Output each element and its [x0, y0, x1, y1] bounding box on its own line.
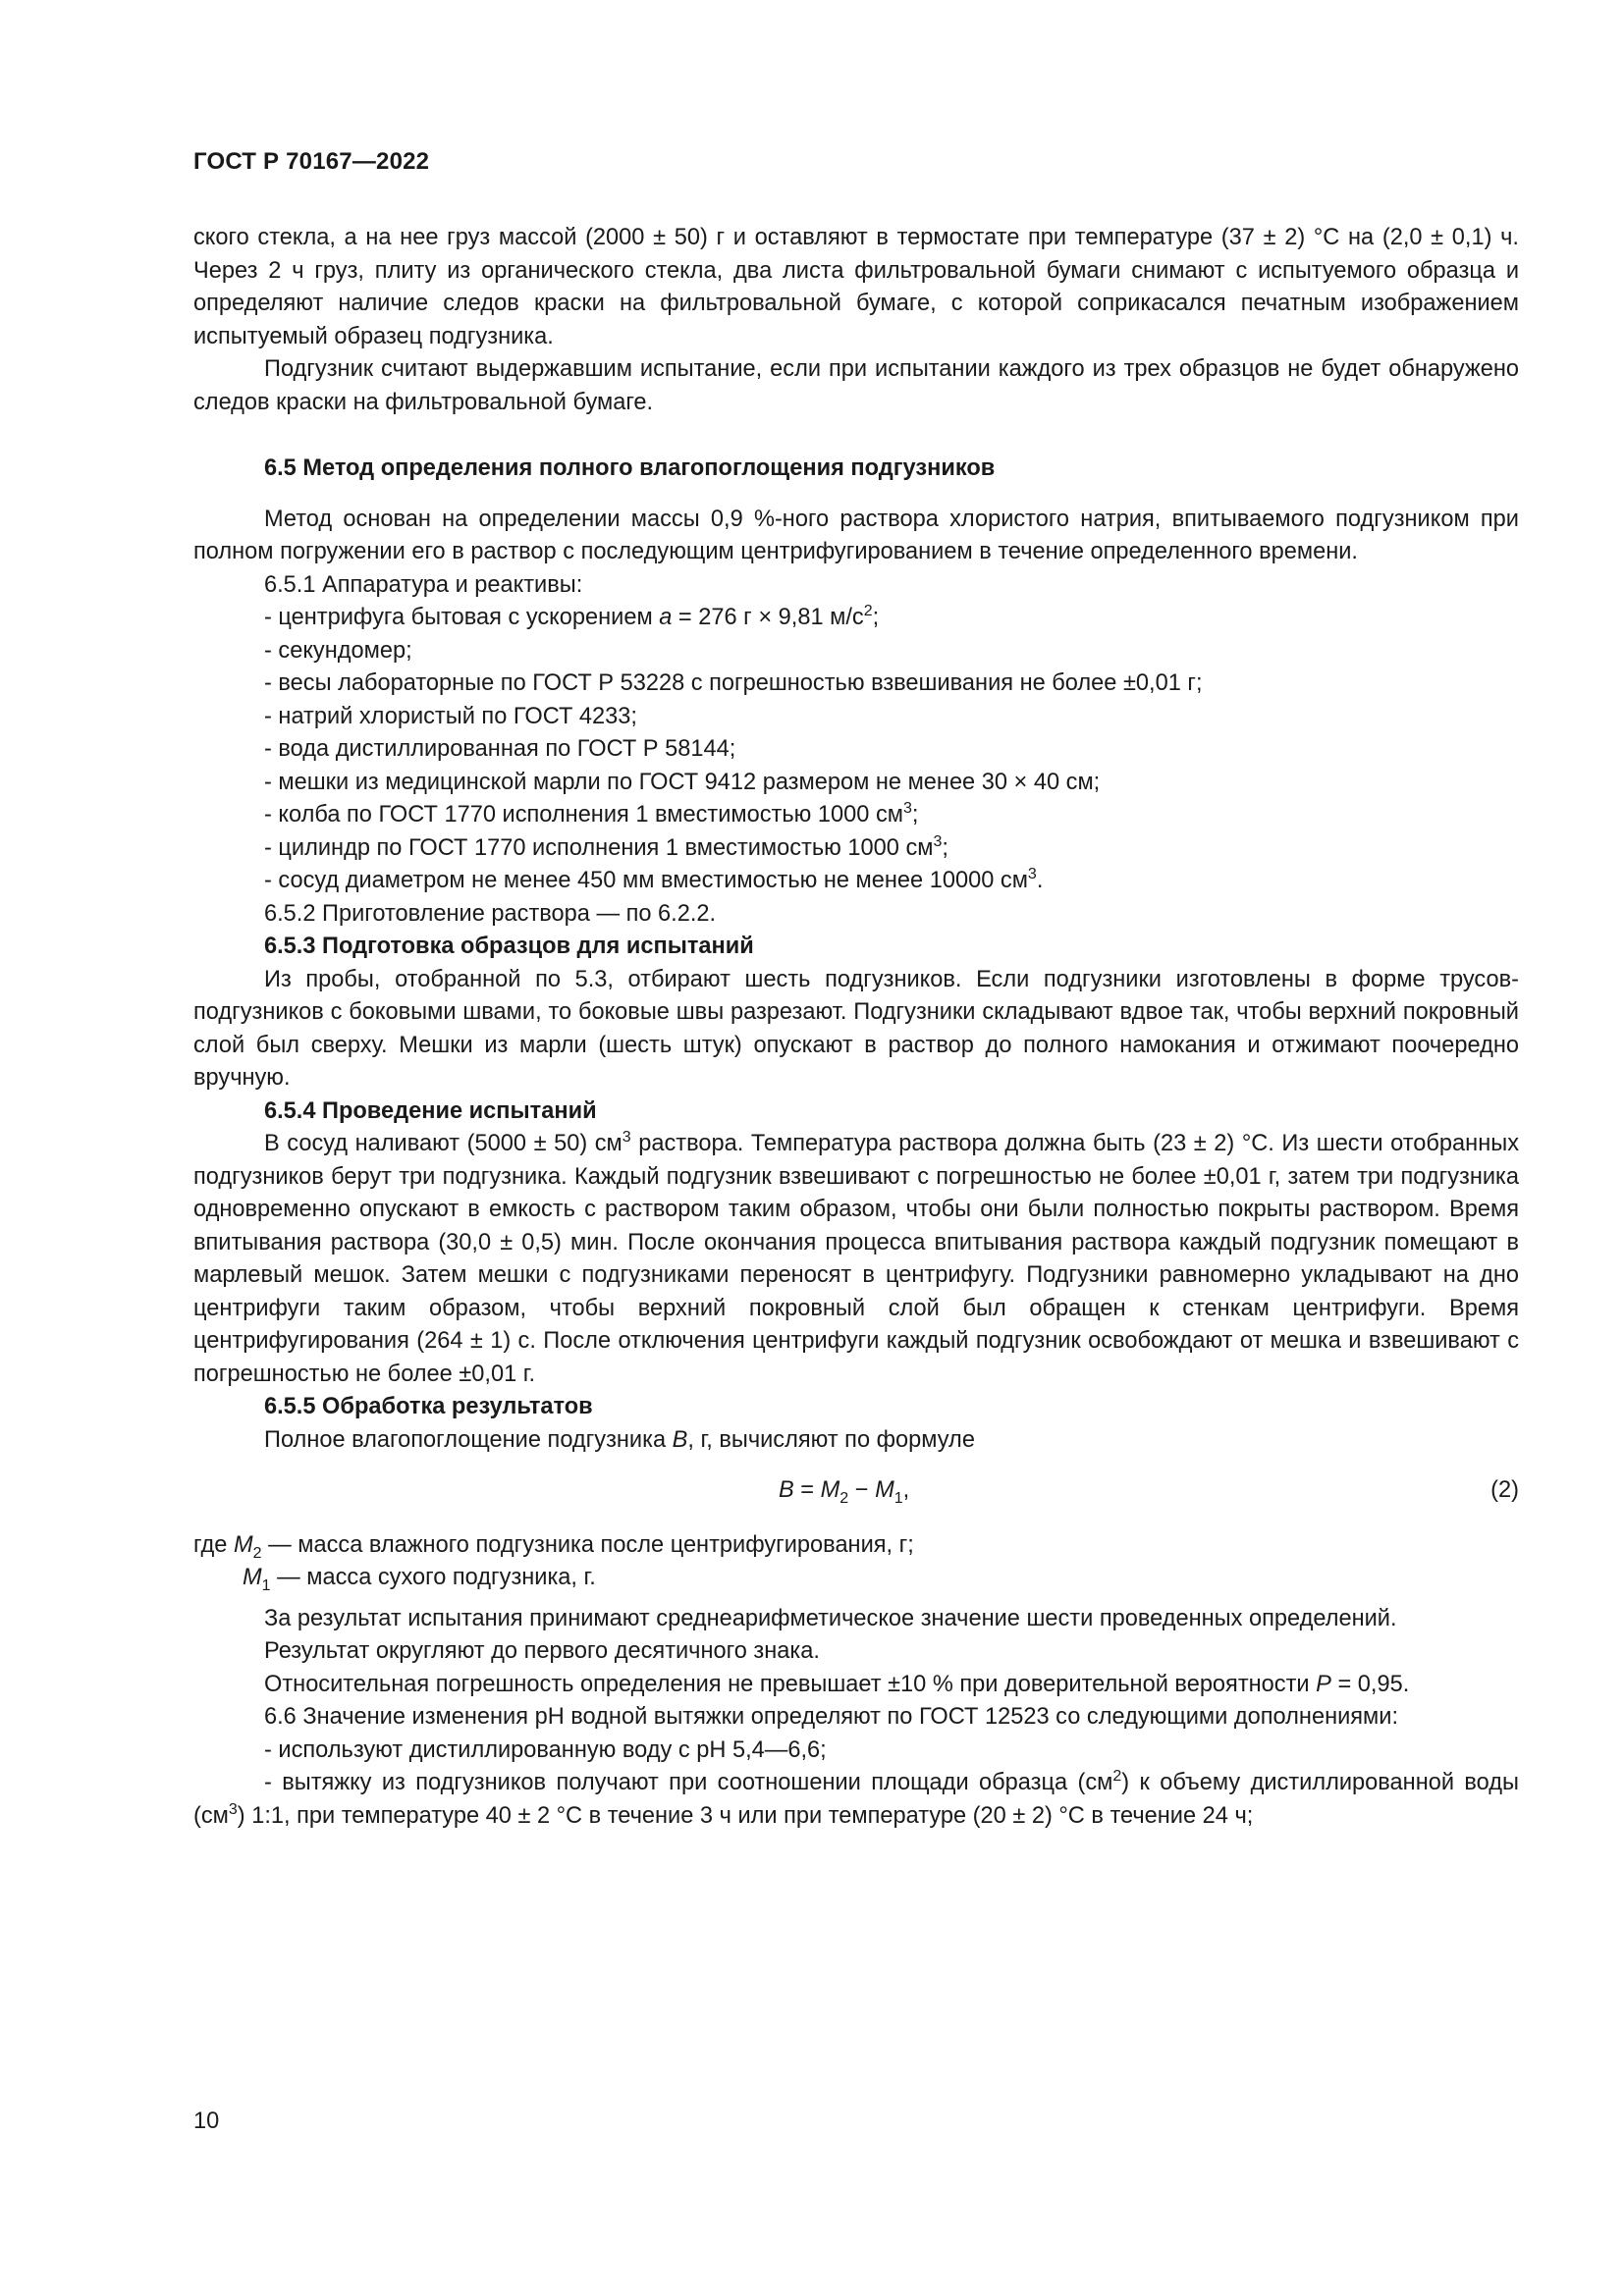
subsection-6-5-2: 6.5.2 Приготовление раствора — по 6.2.2. — [264, 900, 717, 927]
formula: $B = M_2 - M_1$, — [779, 1477, 910, 1507]
paragraph: Из пробы, отобранной по 5.3, отбирают шесть подгузников. Если подгузники изготовлены в форме трусов-подгузников с боковыми швами, то боковые швы разрезают. Подгузники складывают вдвое так, чтобы верхний покровный слой был сверху. Мешки из марли (шесть штук) опускают в раствор до полного намокания и отжимают поочередно вручную. — [193, 966, 1519, 1091]
formula-number: (2) — [1490, 1477, 1519, 1503]
subsection-6-5-1: 6.5.1 Аппаратура и реактивы: — [264, 571, 583, 598]
subsection-title-6-5-3: 6.5.3 Подготовка образцов для испытаний — [264, 934, 754, 959]
section-title-6-5: 6.5 Метод определения полного влагопоглощения подгузников — [264, 455, 996, 481]
page-number: 10 — [193, 2109, 220, 2134]
page-content — [193, 222, 1519, 1833]
paragraph: Относительная погрешность определения не превышает ±10 % при доверительной вероятности P = 0,95. — [264, 1671, 1410, 1697]
list-item: - колба по ГОСТ 1770 исполнения 1 вместимостью 1000 $см^3$; — [264, 800, 919, 828]
paragraph: За результат испытания принимают среднеарифметическое значение шести проведенных определений. — [264, 1605, 1397, 1631]
paragraph: Полное влагопоглощение подгузника B, г, вычисляют по формуле — [264, 1426, 975, 1453]
list-item: - сосуд диаметром не менее 450 мм вместимостью не менее 10000 $см^3$. — [264, 866, 1044, 893]
section-intro: Метод основан на определении массы 0,9 %-ного раствора хлористого натрия, впитываемого подгузником при полном погружении его в раствор с последующим центрифугированием в течение определенного времени. — [193, 506, 1519, 564]
list-item: - центрифуга бытовая с ускорением a = 276 г × 9,81 $м/с^2$; — [264, 603, 880, 630]
subsection-title-6-5-5: 6.5.5 Обработка результатов — [264, 1394, 593, 1419]
list-item: - натрий хлористый по ГОСТ 4233; — [264, 703, 637, 729]
formula-row — [193, 1474, 1519, 1508]
page-header: ГОСТ Р 70167—2022 — [193, 148, 430, 175]
section-6-6: 6.6 Значение изменения рН водной вытяжки определяют по ГОСТ 12523 со следующими дополнениями: — [264, 1704, 1399, 1730]
paragraph: Подгузник считают выдержавшим испытание, если при испытании каждого из трех образцов не будет обнаружено следов краски на фильтровальной бумаге. — [193, 356, 1519, 415]
paragraph: Результат округляют до первого десятичного знака. — [264, 1638, 820, 1664]
formula-legend-m1: $M_1$ — масса сухого подгузника, г. — [243, 1565, 596, 1594]
list-item: - вытяжку из подгузников получают при соотношении площади образца $(см^2)$ к объему дистиллированной воды $(см^3)$ 1:1, при температуре 40 ± 2 °С в течение 3 ч или при температуре (20 ± 2) °С в течение 24 ч; — [193, 1768, 1520, 1829]
formula-legend-m2: где $M_2$ — масса влажного подгузника после центрифугирования, г; — [193, 1531, 914, 1562]
list-item: - вода дистиллированная по ГОСТ Р 58144; — [264, 736, 736, 762]
list-item: - весы лабораторные по ГОСТ Р 53228 с погрешностью взвешивания не более ±0,01 г; — [264, 670, 1203, 696]
paragraph: В сосуд наливают (5000 ± 50) $см^3$ раствора. Температура раствора должна быть (23 ± 2) °С. Из шести отобранных подгузников берут три подгузника. Каждый подгузник взвешивают с погрешностью не более ±0,01 г, затем три подгузника одновременно опускают в емкость с раствором таким образом, чтобы они были полностью покрыты раствором. Время впитывания раствора (30,0 ± 0,5) мин. После окончания процесса впитывания раствора каждый подгузник помещают в марлевый мешок. Затем мешки с подгузниками переносят в центрифугу. Подгузники равномерно укладывают на дно центрифуги таким образом, чтобы верхний покровный слой был обращен к стенкам центрифуги. Время центрифугирования (264 ± 1) с. После отключения центрифуги каждый подгузник освобождают от мешка и взвешивают с погрешностью не более ±0,01 г. — [193, 1129, 1519, 1387]
paragraph: ского стекла, а на нее груз массой (2000 ± 50) г и оставляют в термостате при температуре (37 ± 2) °С на (2,0 ± 0,1) ч. Через 2 ч груз, плиту из органического стекла, два листа фильтровальной бумаги снимают с испытуемого образца и определяют наличие следов краски на фильтровальной бумаге, с которой соприкасался печатным изображением испытуемый образец подгузника. — [193, 225, 1519, 349]
list-item: - цилиндр по ГОСТ 1770 исполнения 1 вместимостью 1000 $см^3$; — [264, 832, 948, 861]
list-item: - используют дистиллированную воду с рН 5,4—6,6; — [264, 1736, 827, 1763]
list-item: - секундомер; — [264, 637, 412, 664]
list-item: - мешки из медицинской марли по ГОСТ 9412 размером не менее 30 × 40 см; — [264, 769, 1101, 795]
subsection-title-6-5-4: 6.5.4 Проведение испытаний — [264, 1097, 597, 1124]
